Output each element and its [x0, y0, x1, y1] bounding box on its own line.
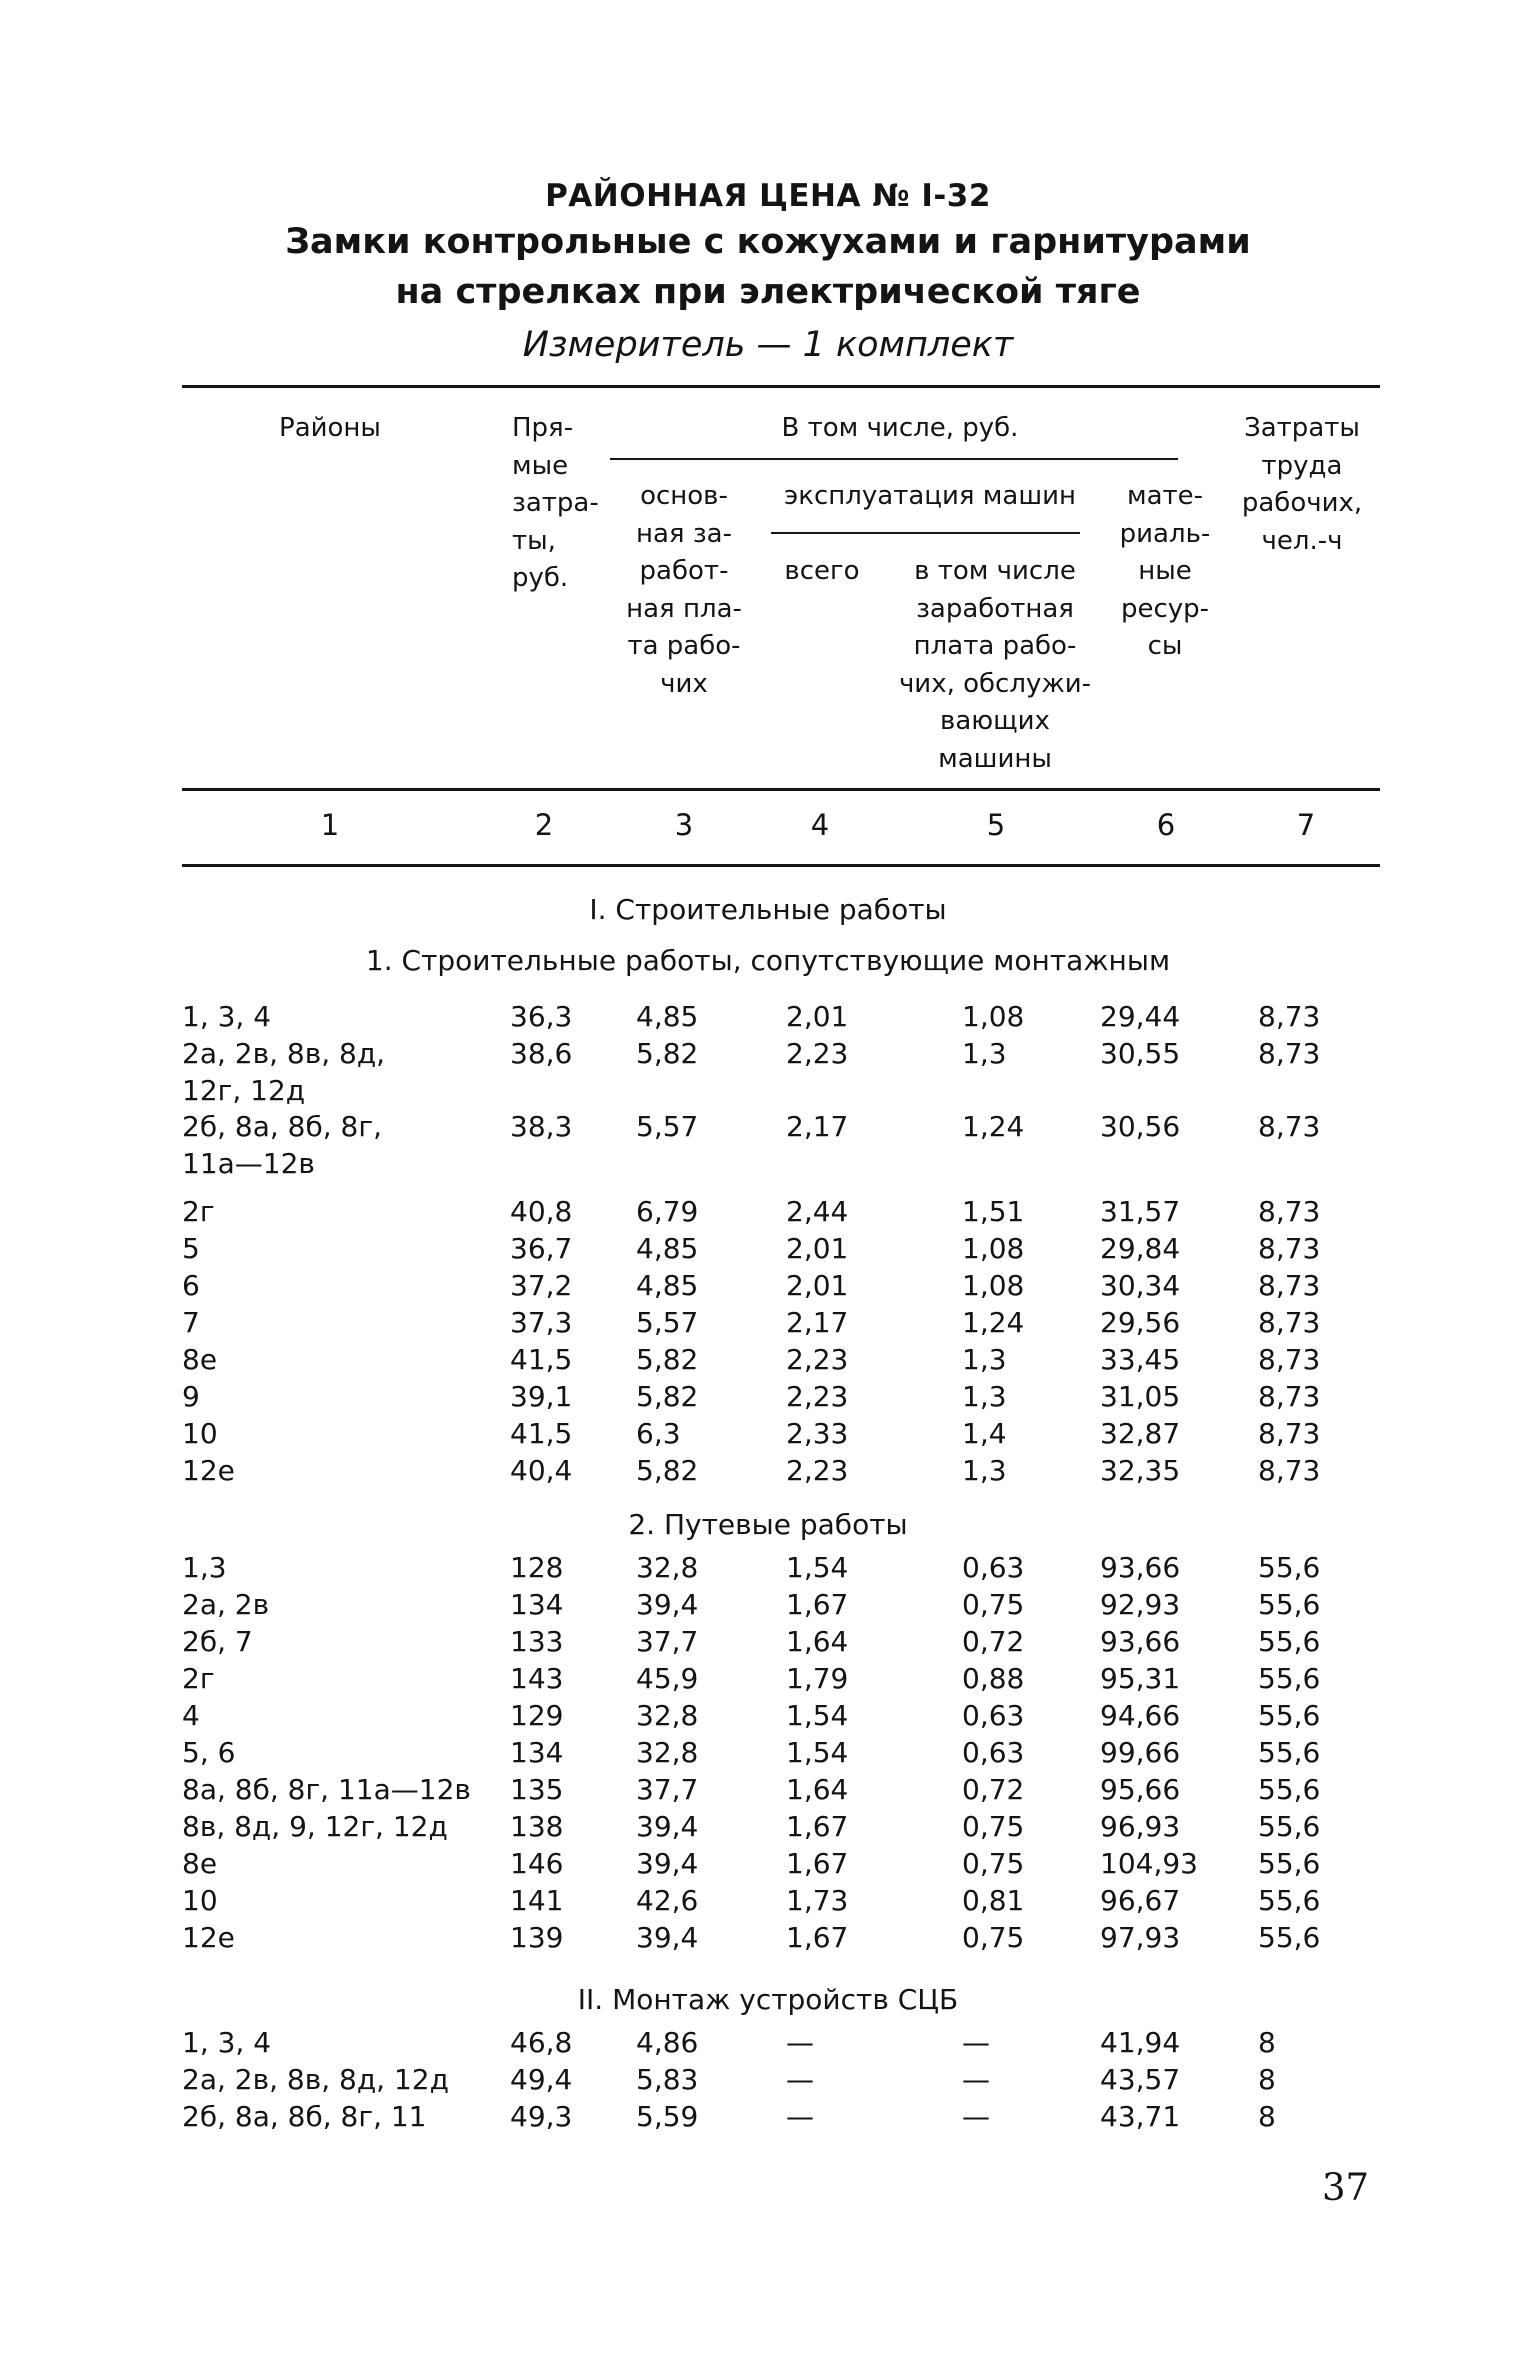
cell-materials: 29,56	[1100, 1306, 1181, 1339]
header-line: чих	[660, 668, 708, 699]
cell-region: 12е	[182, 1921, 235, 1954]
cell-direct-costs: 134	[510, 1588, 564, 1621]
cell-materials: 96,93	[1100, 1810, 1181, 1843]
header-line: ресур-	[1120, 593, 1210, 624]
cell-machines-total: 2,23	[786, 1037, 849, 1070]
column-number-2: 2	[534, 808, 554, 842]
cell-direct-costs: 134	[510, 1736, 564, 1769]
header-line: сы	[1147, 631, 1183, 661]
cell-machine-wages: 0,81	[962, 1884, 1025, 1917]
cell-machine-wages: 1,4	[962, 1417, 1007, 1450]
cell-region: 10	[182, 1417, 218, 1450]
cell-base-wages: 4,85	[636, 1000, 699, 1033]
cell-region: 1,3	[182, 1551, 227, 1584]
cell-region: 2б, 8а, 8б, 8г, 11	[182, 2100, 427, 2133]
cell-labor-costs: 8	[1258, 2063, 1276, 2096]
cell-base-wages: 5,57	[636, 1110, 699, 1143]
cell-direct-costs: 36,7	[510, 1232, 573, 1265]
cell-base-wages: 4,85	[636, 1232, 699, 1265]
column-number-5: 5	[986, 808, 1006, 842]
cell-direct-costs: 38,3	[510, 1110, 573, 1143]
cell-direct-costs: 46,8	[510, 2026, 573, 2059]
cell-region: 9	[182, 1380, 200, 1413]
cell-labor-costs: 8,73	[1258, 1417, 1321, 1450]
table-row	[0, 1699, 1536, 1735]
cell-materials: 31,05	[1100, 1380, 1181, 1413]
cell-machine-wages: 0,72	[962, 1773, 1025, 1806]
cell-labor-costs: 55,6	[1258, 1699, 1321, 1732]
cell-materials: 93,66	[1100, 1625, 1181, 1658]
cell-region-continuation: 11а—12в	[182, 1147, 315, 1180]
cell-direct-costs: 146	[510, 1847, 564, 1880]
cell-machines-total: 2,17	[786, 1110, 849, 1143]
header-line: в том числе	[914, 556, 1076, 586]
cell-labor-costs: 8,73	[1258, 1454, 1321, 1487]
cell-base-wages: 45,9	[636, 1662, 699, 1695]
cell-machine-wages: 0,75	[962, 1588, 1025, 1621]
header-line: рабочих,	[1241, 488, 1363, 518]
cell-direct-costs: 40,4	[510, 1454, 573, 1487]
cell-materials: 95,31	[1100, 1662, 1181, 1695]
column-number-1: 1	[320, 808, 340, 842]
table-row	[0, 1000, 1536, 1036]
cell-base-wages: 37,7	[636, 1625, 699, 1658]
cell-region: 12е	[182, 1454, 235, 1487]
cell-direct-costs: 139	[510, 1921, 564, 1954]
cell-base-wages: 5,82	[636, 1380, 699, 1413]
cell-labor-costs: 8,73	[1258, 1195, 1321, 1228]
table-row	[0, 1037, 1536, 1107]
cell-region: 2а, 2в, 8в, 8д,	[182, 1037, 386, 1070]
cell-machine-wages: 1,08	[962, 1000, 1025, 1033]
cell-materials: 104,93	[1100, 1847, 1198, 1880]
cell-direct-costs: 41,5	[510, 1417, 573, 1450]
cell-base-wages: 6,3	[636, 1417, 681, 1450]
cell-labor-costs: 55,6	[1258, 1736, 1321, 1769]
cell-materials: 32,87	[1100, 1417, 1181, 1450]
header-including-rub	[720, 410, 1080, 448]
cell-labor-costs: 55,6	[1258, 1921, 1321, 1954]
table-row	[0, 1884, 1536, 1920]
cell-materials: 43,57	[1100, 2063, 1181, 2096]
cell-region: 2а, 2в, 8в, 8д, 12д	[182, 2063, 449, 2096]
table-row	[0, 2026, 1536, 2062]
table-top-rule	[182, 385, 1380, 388]
cell-machines-total: —	[786, 2026, 814, 2059]
cell-materials: 92,93	[1100, 1588, 1181, 1621]
cell-base-wages: 39,4	[636, 1847, 699, 1880]
header-line: Затраты	[1244, 413, 1360, 443]
cell-direct-costs: 135	[510, 1773, 564, 1806]
cell-direct-costs: 128	[510, 1551, 564, 1584]
section-accompanying-works: 1. Строительные работы, сопутствующие монтажным	[365, 944, 1171, 977]
cell-labor-costs: 8,73	[1258, 1343, 1321, 1376]
cell-labor-costs: 8	[1258, 2026, 1276, 2059]
cell-machines-total: 1,54	[786, 1736, 849, 1769]
column-number-7: 7	[1296, 808, 1316, 842]
document-title-line1: Замки контрольные с кожухами и гарнитурами	[285, 222, 1251, 262]
cell-machine-wages: 0,75	[962, 1810, 1025, 1843]
header-line: мате-	[1126, 481, 1204, 511]
header-line: мые	[512, 450, 569, 481]
header-base-wages	[614, 478, 754, 703]
cell-base-wages: 39,4	[636, 1921, 699, 1954]
header-line: заработная	[916, 593, 1074, 624]
table-row	[0, 1232, 1536, 1268]
cell-labor-costs: 55,6	[1258, 1847, 1321, 1880]
column-number-4: 4	[810, 808, 830, 842]
cell-materials: 29,44	[1100, 1000, 1181, 1033]
header-line: ты,	[512, 525, 556, 556]
header-regions	[240, 410, 420, 448]
cell-base-wages: 4,85	[636, 1269, 699, 1302]
header-line: Районы	[279, 413, 381, 443]
column-number-6: 6	[1156, 808, 1176, 842]
cell-materials: 30,55	[1100, 1037, 1181, 1070]
table-row	[0, 1921, 1536, 1957]
cell-labor-costs: 55,6	[1258, 1662, 1321, 1695]
cell-base-wages: 42,6	[636, 1884, 699, 1917]
cell-materials: 95,66	[1100, 1773, 1181, 1806]
header-line: риаль-	[1119, 518, 1211, 549]
cell-machines-total: 2,01	[786, 1000, 849, 1033]
cell-machines-total: 1,79	[786, 1662, 849, 1695]
cell-machine-wages: 0,75	[962, 1847, 1025, 1880]
cell-direct-costs: 129	[510, 1699, 564, 1732]
cell-machine-wages: 1,24	[962, 1306, 1025, 1339]
cell-labor-costs: 55,6	[1258, 1588, 1321, 1621]
cell-direct-costs: 143	[510, 1662, 564, 1695]
cell-base-wages: 6,79	[636, 1195, 699, 1228]
table-row	[0, 1773, 1536, 1809]
header-bottom-rule	[182, 788, 1380, 791]
cell-base-wages: 37,7	[636, 1773, 699, 1806]
cell-direct-costs: 40,8	[510, 1195, 573, 1228]
cell-region: 2г	[182, 1662, 215, 1695]
cell-region: 2б, 8а, 8б, 8г,	[182, 1110, 382, 1143]
cell-region: 6	[182, 1269, 200, 1302]
price-title: РАЙОННАЯ ЦЕНА № I-32	[545, 178, 991, 214]
table-row	[0, 1110, 1536, 1180]
table-row	[0, 1269, 1536, 1305]
cell-region: 2г	[182, 1195, 215, 1228]
cell-region: 8е	[182, 1343, 218, 1376]
table-row	[0, 1380, 1536, 1416]
cell-machines-total: 2,33	[786, 1417, 849, 1450]
cell-materials: 29,84	[1100, 1232, 1181, 1265]
page-number: 37	[1322, 2166, 1370, 2209]
table-row	[0, 1454, 1536, 1490]
cell-machine-wages: 1,3	[962, 1454, 1007, 1487]
cell-machines-total: 2,23	[786, 1380, 849, 1413]
cell-machine-wages: —	[962, 2026, 990, 2059]
cell-machines-total: 1,54	[786, 1699, 849, 1732]
cell-direct-costs: 49,3	[510, 2100, 573, 2133]
header-line: основ-	[640, 481, 728, 511]
cell-machine-wages: 0,63	[962, 1736, 1025, 1769]
header-labor-costs	[1222, 410, 1382, 560]
cell-direct-costs: 49,4	[510, 2063, 573, 2096]
cell-base-wages: 5,82	[636, 1343, 699, 1376]
header-line: плата рабо-	[913, 631, 1077, 661]
cell-machine-wages: 1,24	[962, 1110, 1025, 1143]
header-line: работ-	[639, 556, 729, 586]
cell-region: 4	[182, 1699, 200, 1732]
cell-base-wages: 4,86	[636, 2026, 699, 2059]
table-row	[0, 1417, 1536, 1453]
cell-labor-costs: 8,73	[1258, 1110, 1321, 1143]
header-line: Пря-	[512, 413, 574, 443]
cell-machine-wages: 0,72	[962, 1625, 1025, 1658]
header-line: вающих	[940, 706, 1050, 736]
cell-machine-wages: 0,88	[962, 1662, 1025, 1695]
cell-machines-total: 1,67	[786, 1588, 849, 1621]
header-line: ная за-	[636, 518, 732, 549]
header-machine-wages	[890, 553, 1100, 778]
table-row	[0, 1625, 1536, 1661]
cell-region: 5	[182, 1232, 200, 1265]
table-row	[0, 2100, 1536, 2136]
cell-region: 2б, 7	[182, 1625, 253, 1658]
table-row	[0, 1306, 1536, 1342]
cell-direct-costs: 133	[510, 1625, 564, 1658]
header-line: затра-	[512, 488, 599, 518]
cell-base-wages: 5,57	[636, 1306, 699, 1339]
cell-base-wages: 39,4	[636, 1588, 699, 1621]
cell-region: 8е	[182, 1847, 218, 1880]
cell-machines-total: 1,67	[786, 1921, 849, 1954]
cell-machine-wages: 1,08	[962, 1232, 1025, 1265]
cell-machine-wages: 1,3	[962, 1037, 1007, 1070]
cell-machines-total: 2,44	[786, 1195, 849, 1228]
section-construction-works: I. Строительные работы	[589, 893, 947, 926]
cell-direct-costs: 39,1	[510, 1380, 573, 1413]
cell-machines-total: 2,23	[786, 1343, 849, 1376]
cell-region: 1, 3, 4	[182, 2026, 272, 2059]
cell-region-continuation: 12г, 12д	[182, 1074, 306, 1107]
cell-machine-wages: —	[962, 2063, 990, 2096]
section-signalling-installation: II. Монтаж устройств СЦБ	[577, 1983, 959, 2016]
cell-labor-costs: 55,6	[1258, 1551, 1321, 1584]
document-title-line2: на стрелках при электрической тяге	[395, 272, 1141, 312]
header-direct-costs	[512, 410, 612, 598]
cell-base-wages: 5,83	[636, 2063, 699, 2096]
header-line: чел.-ч	[1261, 525, 1343, 556]
cell-materials: 41,94	[1100, 2026, 1181, 2059]
cell-region: 7	[182, 1306, 200, 1339]
cell-machines-total: —	[786, 2100, 814, 2133]
cell-base-wages: 39,4	[636, 1810, 699, 1843]
cell-machine-wages: 1,08	[962, 1269, 1025, 1302]
cell-labor-costs: 55,6	[1258, 1884, 1321, 1917]
cell-materials: 33,45	[1100, 1343, 1181, 1376]
section-track-works: 2. Путевые работы	[628, 1508, 908, 1541]
cell-region: 10	[182, 1884, 218, 1917]
header-machines-total	[772, 553, 872, 591]
table-row	[0, 1551, 1536, 1587]
group-underline	[610, 458, 1178, 460]
cell-base-wages: 32,8	[636, 1736, 699, 1769]
cell-materials: 30,34	[1100, 1269, 1181, 1302]
cell-base-wages: 5,82	[636, 1037, 699, 1070]
cell-direct-costs: 38,6	[510, 1037, 573, 1070]
cell-machines-total: 2,17	[786, 1306, 849, 1339]
cell-region: 1, 3, 4	[182, 1000, 272, 1033]
cell-region: 8в, 8д, 9, 12г, 12д	[182, 1810, 448, 1843]
column-numbers-rule	[182, 864, 1380, 867]
cell-region: 5, 6	[182, 1736, 236, 1769]
cell-machines-total: 2,01	[786, 1269, 849, 1302]
cell-direct-costs: 36,3	[510, 1000, 573, 1033]
table-row	[0, 1736, 1536, 1772]
cell-materials: 96,67	[1100, 1884, 1181, 1917]
cell-materials: 30,56	[1100, 1110, 1181, 1143]
cell-direct-costs: 41,5	[510, 1343, 573, 1376]
cell-machines-total: 1,64	[786, 1773, 849, 1806]
cell-materials: 94,66	[1100, 1699, 1181, 1732]
header-line: труда	[1261, 450, 1343, 481]
cell-labor-costs: 8,73	[1258, 1037, 1321, 1070]
cell-labor-costs: 8,73	[1258, 1232, 1321, 1265]
cell-base-wages: 5,59	[636, 2100, 699, 2133]
cell-materials: 31,57	[1100, 1195, 1181, 1228]
cell-materials: 97,93	[1100, 1921, 1181, 1954]
table-row	[0, 1847, 1536, 1883]
cell-machines-total: 1,64	[786, 1625, 849, 1658]
cell-direct-costs: 37,3	[510, 1306, 573, 1339]
cell-materials: 93,66	[1100, 1551, 1181, 1584]
cell-direct-costs: 141	[510, 1884, 564, 1917]
cell-labor-costs: 55,6	[1258, 1625, 1321, 1658]
cell-region: 2а, 2в	[182, 1588, 270, 1621]
cell-labor-costs: 8	[1258, 2100, 1276, 2133]
machines-underline	[771, 532, 1080, 534]
header-material-resources	[1110, 478, 1220, 666]
cell-base-wages: 32,8	[636, 1551, 699, 1584]
cell-labor-costs: 8,73	[1258, 1000, 1321, 1033]
header-line: эксплуатация машин	[783, 481, 1077, 511]
cell-machine-wages: 1,3	[962, 1343, 1007, 1376]
cell-labor-costs: 55,6	[1258, 1810, 1321, 1843]
cell-machines-total: 1,67	[786, 1810, 849, 1843]
header-line: та рабо-	[627, 631, 741, 661]
table-row	[0, 1662, 1536, 1698]
cell-machines-total: 1,67	[786, 1847, 849, 1880]
unit-of-measure: Измеритель — 1 комплект	[522, 325, 1014, 365]
cell-machine-wages: 0,75	[962, 1921, 1025, 1954]
cell-machine-wages: 0,63	[962, 1699, 1025, 1732]
table-row	[0, 1588, 1536, 1624]
table-row	[0, 1195, 1536, 1231]
cell-base-wages: 32,8	[636, 1699, 699, 1732]
table-row	[0, 1343, 1536, 1379]
header-line: всего	[784, 556, 860, 586]
cell-machine-wages: 1,51	[962, 1195, 1025, 1228]
cell-machines-total: 2,01	[786, 1232, 849, 1265]
cell-direct-costs: 138	[510, 1810, 564, 1843]
cell-materials: 43,71	[1100, 2100, 1181, 2133]
cell-base-wages: 5,82	[636, 1454, 699, 1487]
cell-machine-wages: —	[962, 2100, 990, 2133]
column-number-3: 3	[674, 808, 694, 842]
header-line: чих, обслужи-	[898, 668, 1092, 699]
cell-machines-total: —	[786, 2063, 814, 2096]
cell-labor-costs: 8,73	[1258, 1380, 1321, 1413]
cell-materials: 99,66	[1100, 1736, 1181, 1769]
cell-machines-total: 1,54	[786, 1551, 849, 1584]
cell-labor-costs: 8,73	[1258, 1269, 1321, 1302]
cell-materials: 32,35	[1100, 1454, 1181, 1487]
header-line: машины	[938, 743, 1052, 774]
cell-region: 8а, 8б, 8г, 11а—12в	[182, 1773, 471, 1806]
cell-machine-wages: 0,63	[962, 1551, 1025, 1584]
cell-machine-wages: 1,3	[962, 1380, 1007, 1413]
table-row	[0, 1810, 1536, 1846]
header-line: В том числе, руб.	[781, 413, 1019, 443]
cell-direct-costs: 37,2	[510, 1269, 573, 1302]
table-row	[0, 2063, 1536, 2099]
cell-machines-total: 1,73	[786, 1884, 849, 1917]
cell-labor-costs: 8,73	[1258, 1306, 1321, 1339]
cell-labor-costs: 55,6	[1258, 1773, 1321, 1806]
header-line: ная пла-	[626, 593, 742, 624]
cell-machines-total: 2,23	[786, 1454, 849, 1487]
header-line: руб.	[512, 563, 569, 593]
header-machine-operation	[760, 478, 1100, 516]
header-line: ные	[1138, 556, 1192, 586]
